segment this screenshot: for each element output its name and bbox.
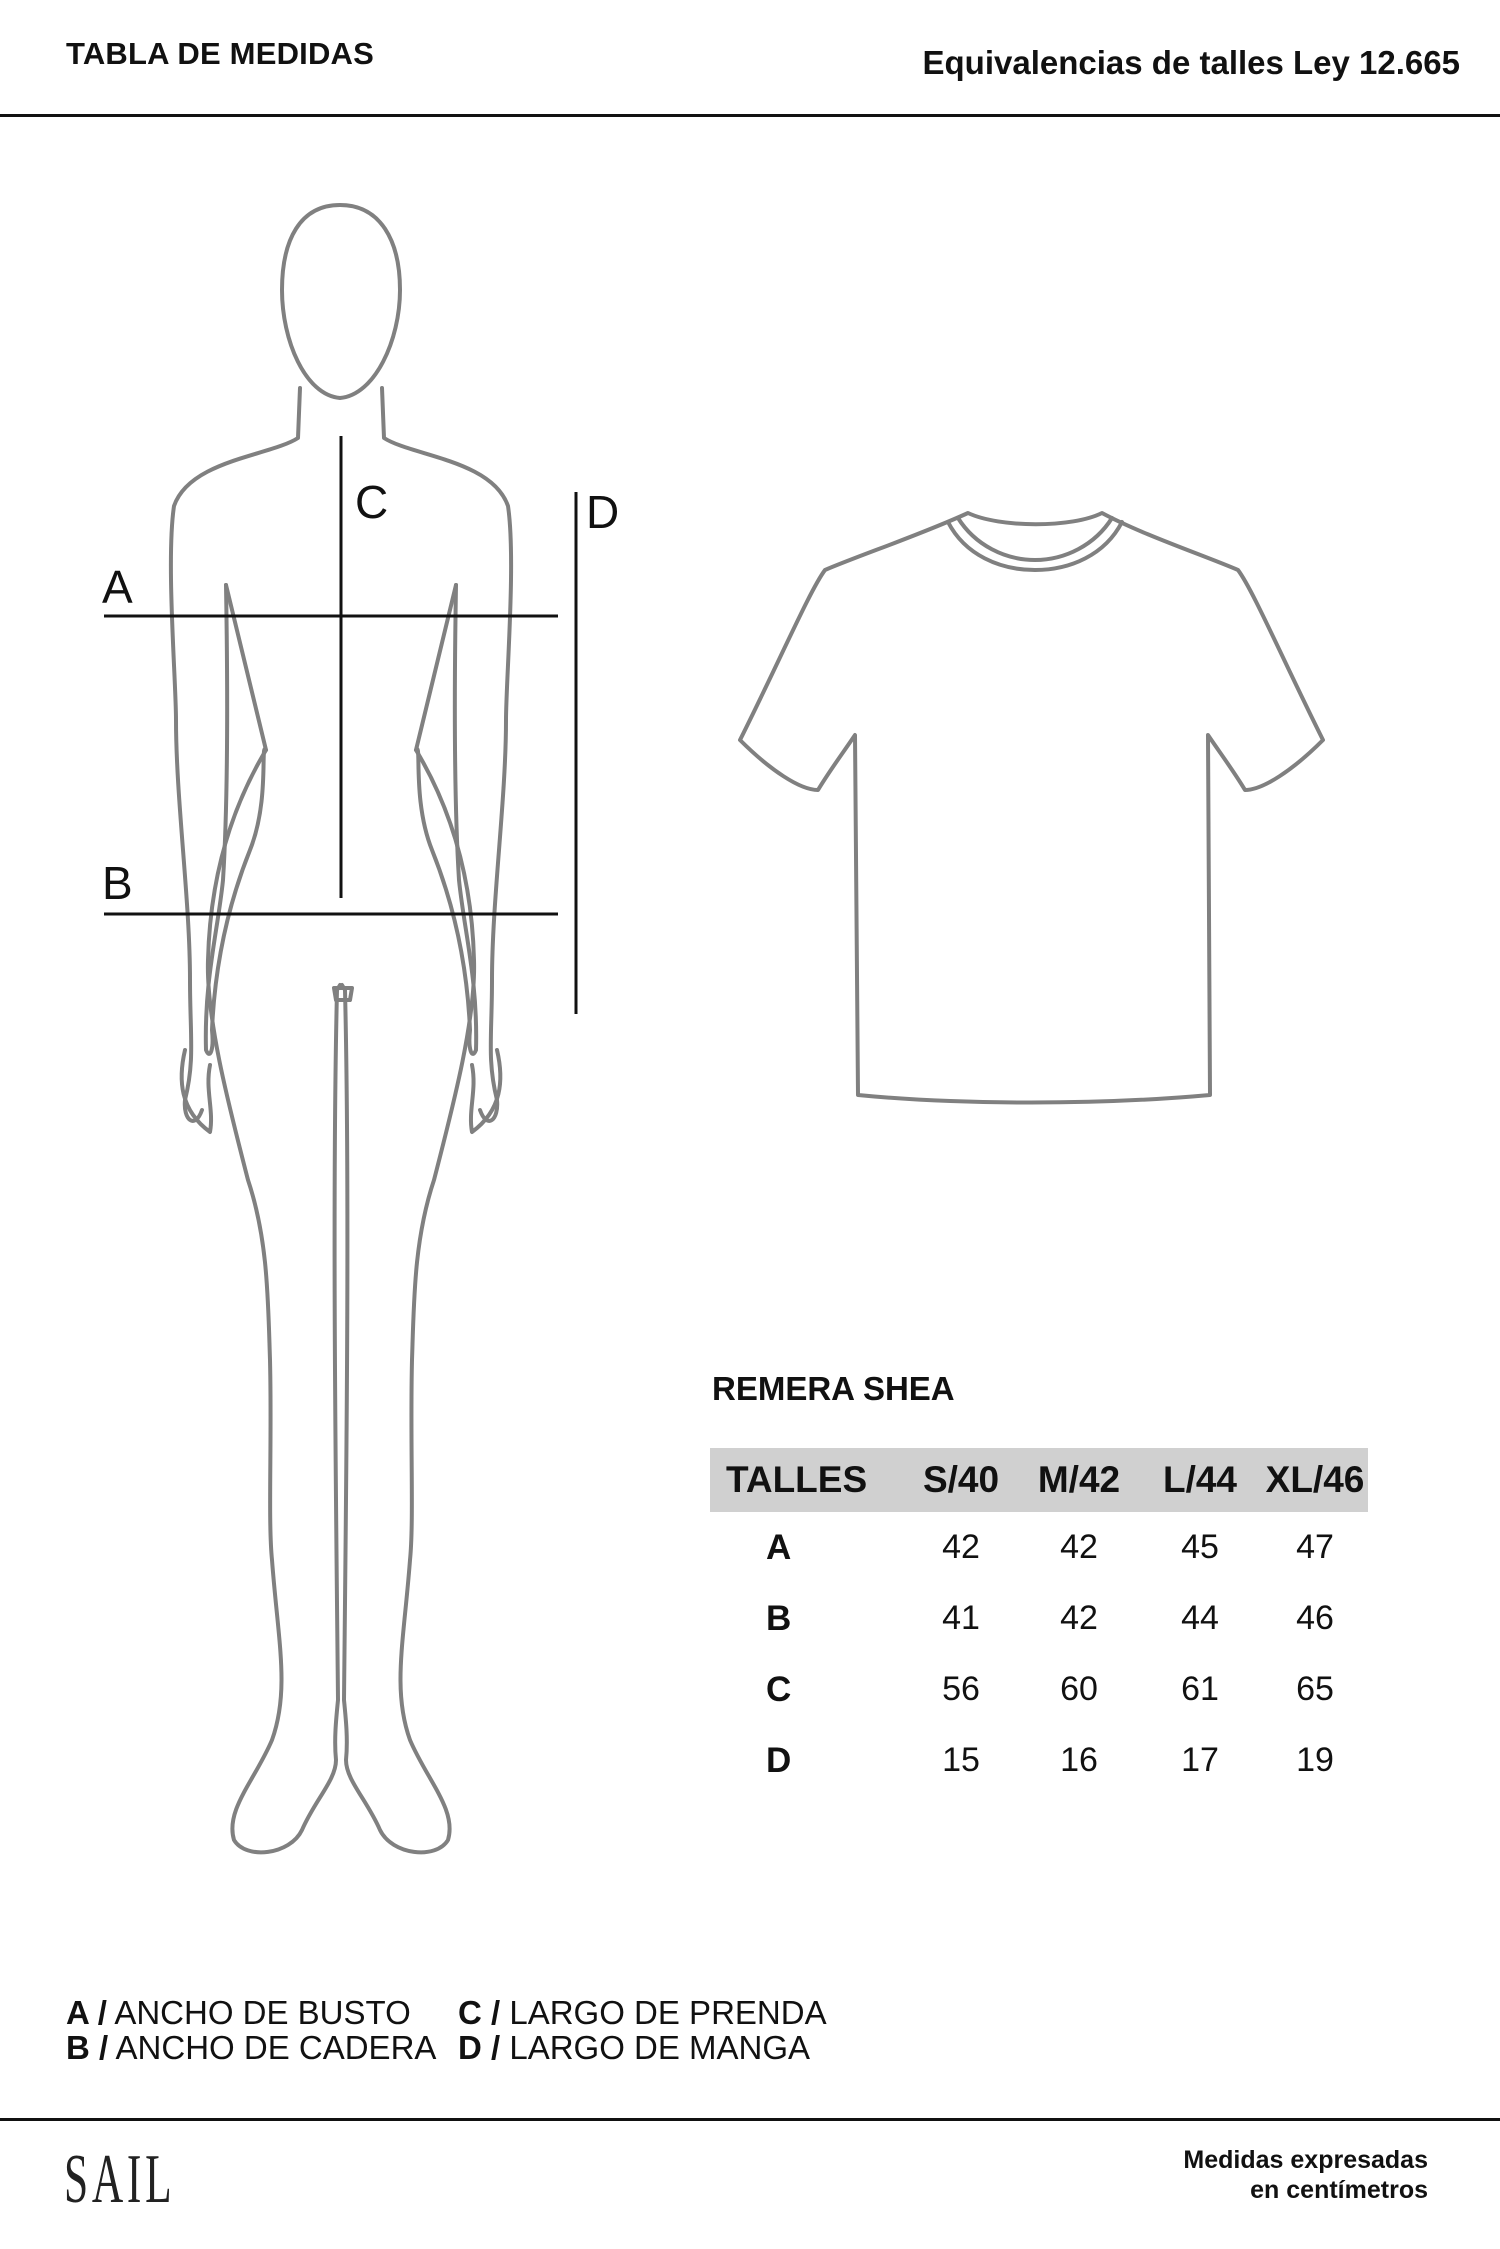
legend-text-c: LARGO DE PRENDA bbox=[509, 1994, 827, 2031]
legend-key-d: D / bbox=[458, 2029, 501, 2066]
size-table-header-row bbox=[710, 1448, 1368, 1512]
size-header-m42: M/42 bbox=[1020, 1448, 1138, 1512]
table-cell: 60 bbox=[1060, 1670, 1098, 1708]
legend-text-b: ANCHO DE CADERA bbox=[115, 2029, 437, 2066]
table-cell: 42 bbox=[1060, 1599, 1098, 1637]
legend-key-c: C / bbox=[458, 1994, 501, 2031]
table-cell: 15 bbox=[942, 1741, 980, 1779]
table-cell: 17 bbox=[1181, 1741, 1219, 1779]
units-note-line-2: en centímetros bbox=[1250, 2176, 1428, 2204]
footer-divider bbox=[0, 2118, 1500, 2121]
brand-logo: SAIL bbox=[64, 2141, 176, 2218]
row-label-a: A bbox=[766, 1527, 792, 1567]
page-subtitle: Equivalencias de talles Ley 12.665 bbox=[922, 44, 1460, 81]
table-cell: 56 bbox=[942, 1670, 980, 1708]
table-cell: 46 bbox=[1296, 1599, 1334, 1637]
product-title: REMERA SHEA bbox=[712, 1370, 955, 1407]
table-cell: 19 bbox=[1296, 1741, 1334, 1779]
table-row bbox=[710, 1725, 1368, 1796]
table-cell: 45 bbox=[1181, 1528, 1219, 1566]
size-header-talles: TALLES bbox=[710, 1448, 902, 1512]
table-cell: 47 bbox=[1296, 1528, 1334, 1566]
tshirt-illustration bbox=[740, 513, 1323, 1103]
legend-key-b: B / bbox=[66, 2029, 109, 2066]
units-note-line-1: Medidas expresadas bbox=[1183, 2146, 1428, 2174]
legend-item-d bbox=[458, 2030, 810, 2065]
size-header-l44: L/44 bbox=[1138, 1448, 1262, 1512]
measure-label-c: C bbox=[355, 476, 389, 528]
legend-text-d: LARGO DE MANGA bbox=[509, 2029, 811, 2066]
row-label-b: B bbox=[766, 1598, 792, 1638]
measurement-legend bbox=[66, 1995, 827, 2065]
row-label-c: C bbox=[766, 1669, 792, 1709]
table-row bbox=[710, 1583, 1368, 1654]
table-row bbox=[710, 1654, 1368, 1725]
measure-label-d: D bbox=[586, 486, 620, 538]
table-cell: 42 bbox=[942, 1528, 980, 1566]
legend-item-a bbox=[66, 1995, 458, 2030]
table-cell: 44 bbox=[1181, 1599, 1219, 1637]
table-cell: 42 bbox=[1060, 1528, 1098, 1566]
size-header-s40: S/40 bbox=[902, 1448, 1020, 1512]
units-note bbox=[1183, 2145, 1428, 2205]
table-cell: 16 bbox=[1060, 1741, 1098, 1779]
legend-text-a: ANCHO DE BUSTO bbox=[114, 1994, 411, 2031]
table-cell: 41 bbox=[942, 1599, 980, 1637]
page-title: TABLA DE MEDIDAS bbox=[66, 36, 375, 71]
table-row bbox=[710, 1512, 1368, 1583]
table-cell: 61 bbox=[1181, 1670, 1219, 1708]
table-cell: 65 bbox=[1296, 1670, 1334, 1708]
legend-key-a: A / bbox=[66, 1994, 107, 2031]
measure-label-b: B bbox=[102, 857, 133, 909]
row-label-d: D bbox=[766, 1740, 792, 1780]
size-table bbox=[710, 1448, 1368, 1796]
legend-item-c bbox=[458, 1995, 827, 2030]
legend-item-b bbox=[66, 2030, 458, 2065]
size-header-xl46: XL/46 bbox=[1262, 1448, 1368, 1512]
measure-label-a: A bbox=[102, 561, 133, 613]
